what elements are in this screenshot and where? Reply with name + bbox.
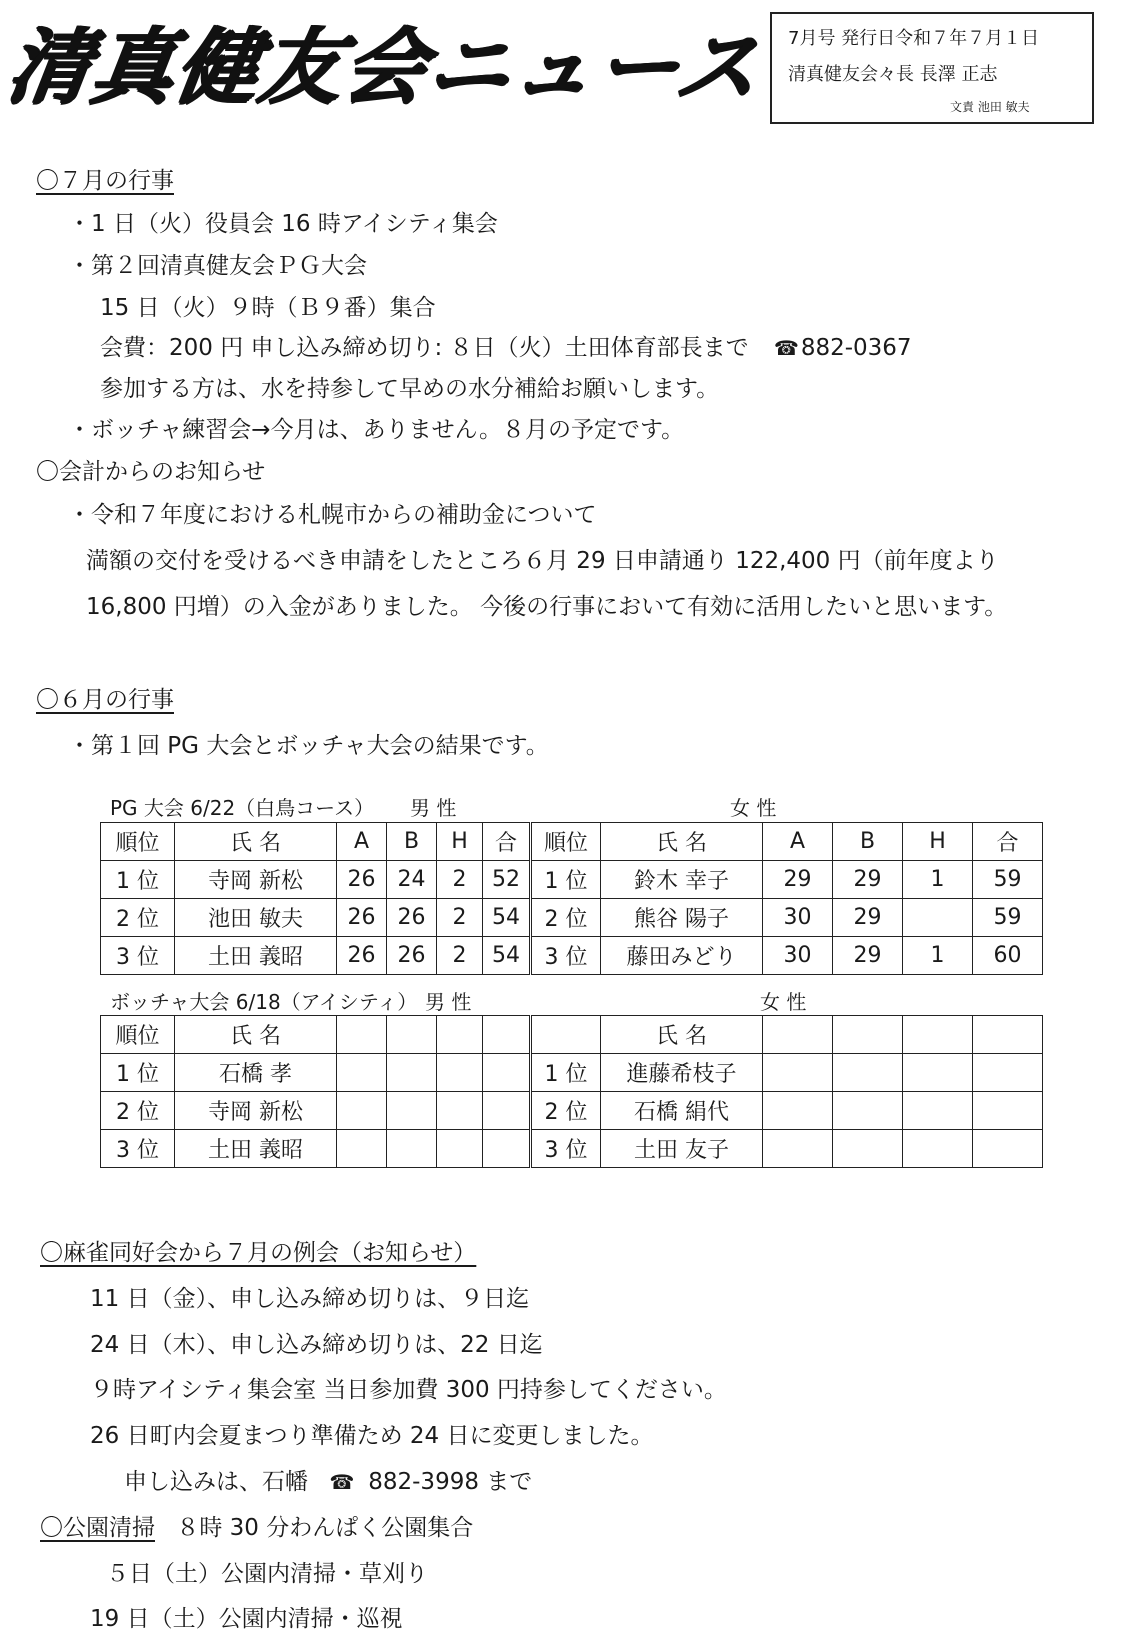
pg-men-label: 男 性 bbox=[410, 796, 457, 820]
mahjong-phone: 882-3998 まで bbox=[368, 1469, 533, 1495]
boccia-row bbox=[101, 1130, 1043, 1168]
boccia-cell: 寺岡 新松 bbox=[175, 1092, 337, 1130]
pg-cell: 2 bbox=[437, 899, 483, 937]
pg-cell: 熊谷 陽子 bbox=[601, 899, 763, 937]
pg-row bbox=[101, 937, 1043, 975]
pg-header-cell: 合 bbox=[973, 823, 1043, 861]
boccia-cell: 石橋 絹代 bbox=[601, 1092, 763, 1130]
boccia-cell bbox=[833, 1054, 903, 1092]
june-events-heading: 〇６月の行事 bbox=[36, 687, 174, 713]
boccia-header-cell bbox=[531, 1016, 601, 1054]
boccia-cell bbox=[973, 1130, 1043, 1168]
pg-cell: 26 bbox=[387, 937, 437, 975]
pg-cell: 1 位 bbox=[531, 861, 601, 899]
issue-info-box bbox=[770, 12, 1094, 124]
boccia-header-cell bbox=[833, 1016, 903, 1054]
boccia-cell: 石橋 孝 bbox=[175, 1054, 337, 1092]
pg-cell: 藤田みどり bbox=[601, 937, 763, 975]
july-line-6: ・ボッチャ練習会→今月は、ありません。８月の予定です。 bbox=[68, 417, 685, 443]
pg-results-table bbox=[100, 822, 1043, 975]
july-line-4 bbox=[100, 333, 912, 363]
pg-cell: 鈴木 幸子 bbox=[601, 861, 763, 899]
editor-line: 文責 池田 敏夫 bbox=[950, 100, 1030, 114]
pg-cell: 2 位 bbox=[531, 899, 601, 937]
boccia-results-table bbox=[100, 1015, 1043, 1168]
pg-header-cell: 順位 bbox=[101, 823, 175, 861]
issue-line: 7月号 発行日令和７年７月１日 bbox=[788, 28, 1040, 49]
boccia-header-cell bbox=[387, 1016, 437, 1054]
pg-cell: 60 bbox=[973, 937, 1043, 975]
pg-header-cell: 氏 名 bbox=[175, 823, 337, 861]
pg-cell bbox=[903, 899, 973, 937]
pg-header-row bbox=[101, 823, 1043, 861]
pg-cell: 26 bbox=[387, 899, 437, 937]
boccia-cell bbox=[483, 1130, 531, 1168]
boccia-cell: 1 位 bbox=[531, 1054, 601, 1092]
july-events-heading: 〇７月の行事 bbox=[36, 168, 174, 194]
boccia-header-cell bbox=[763, 1016, 833, 1054]
pg-women-label: 女 性 bbox=[730, 796, 777, 820]
boccia-cell bbox=[903, 1130, 973, 1168]
boccia-cell bbox=[437, 1054, 483, 1092]
pg-cell: 29 bbox=[833, 937, 903, 975]
boccia-cell bbox=[833, 1130, 903, 1168]
pg-cell: 土田 義昭 bbox=[175, 937, 337, 975]
boccia-cell bbox=[387, 1092, 437, 1130]
boccia-header-cell: 氏 名 bbox=[601, 1016, 763, 1054]
newsletter-title: 清真健友会ニュース bbox=[1, 20, 767, 115]
boccia-men-label: 男 性 bbox=[425, 990, 472, 1014]
accounting-line-3: 16,800 円増）の入金がありました。 今後の行事において有効に活用したいと思います。 bbox=[86, 594, 1008, 620]
park-heading-rest: ８時 30 分わんぱく公園集合 bbox=[176, 1515, 474, 1541]
boccia-caption: ボッチャ大会 6/18（アイシティ） bbox=[110, 990, 418, 1014]
mahjong-contact bbox=[124, 1467, 532, 1497]
pg-results-body bbox=[101, 823, 1043, 975]
boccia-cell bbox=[903, 1054, 973, 1092]
pg-cell: 1 位 bbox=[101, 861, 175, 899]
mahjong-heading: 〇麻雀同好会から７月の例会（お知らせ） bbox=[40, 1240, 477, 1266]
boccia-cell: 2 位 bbox=[101, 1092, 175, 1130]
boccia-header-cell: 氏 名 bbox=[175, 1016, 337, 1054]
boccia-cell: 進藤希枝子 bbox=[601, 1054, 763, 1092]
pg-cell: 26 bbox=[337, 937, 387, 975]
pg-header-cell: 氏 名 bbox=[601, 823, 763, 861]
boccia-cell bbox=[337, 1130, 387, 1168]
boccia-cell bbox=[483, 1092, 531, 1130]
boccia-header-row bbox=[101, 1016, 1043, 1054]
pg-header-cell: A bbox=[763, 823, 833, 861]
july-line-5: 参加する方は、水を持参して早めの水分補給お願いします。 bbox=[100, 376, 720, 402]
accounting-line-2: 満額の交付を受けるべき申請をしたところ６月 29 日申請通り 122,400 円（前年度より bbox=[86, 548, 999, 574]
pg-header-cell: H bbox=[437, 823, 483, 861]
pg-cell: 2 bbox=[437, 861, 483, 899]
phone-contact bbox=[774, 335, 912, 361]
pg-cell: 26 bbox=[337, 861, 387, 899]
boccia-cell bbox=[483, 1054, 531, 1092]
boccia-cell bbox=[387, 1054, 437, 1092]
park-line-1: ５日（土）公園内清掃・草刈り bbox=[106, 1561, 428, 1587]
pg-cell: 30 bbox=[763, 899, 833, 937]
pg-cell: 54 bbox=[483, 899, 531, 937]
pg-cell: 3 位 bbox=[531, 937, 601, 975]
boccia-header-cell bbox=[973, 1016, 1043, 1054]
boccia-header-cell bbox=[483, 1016, 531, 1054]
pg-cell: 26 bbox=[337, 899, 387, 937]
park-line-2: 19 日（土）公園内清掃・巡視 bbox=[90, 1606, 403, 1632]
pg-cell: 54 bbox=[483, 937, 531, 975]
pg-header-cell: B bbox=[833, 823, 903, 861]
boccia-cell bbox=[763, 1054, 833, 1092]
boccia-cell bbox=[903, 1092, 973, 1130]
july-line-3: 15 日（火）９時（Ｂ９番）集合 bbox=[100, 295, 436, 321]
phone-icon: ☎ bbox=[329, 1470, 355, 1494]
pg-cell: 29 bbox=[833, 899, 903, 937]
pg-cell: 59 bbox=[973, 899, 1043, 937]
boccia-header-cell: 順位 bbox=[101, 1016, 175, 1054]
pg-header-cell: H bbox=[903, 823, 973, 861]
pg-cell: 52 bbox=[483, 861, 531, 899]
mahjong-line-4: 26 日町内会夏まつり準備ため 24 日に変更しました。 bbox=[90, 1423, 654, 1449]
pg-cell: 1 bbox=[903, 861, 973, 899]
pg-row bbox=[101, 899, 1043, 937]
accounting-line-1: ・令和７年度における札幌市からの補助金について bbox=[68, 502, 597, 528]
mahjong-contact-text: 申し込みは、石幡 bbox=[124, 1469, 308, 1495]
boccia-cell bbox=[337, 1092, 387, 1130]
pg-cell: 寺岡 新松 bbox=[175, 861, 337, 899]
boccia-cell: 2 位 bbox=[531, 1092, 601, 1130]
boccia-row bbox=[101, 1092, 1043, 1130]
park-heading-line bbox=[40, 1513, 473, 1543]
pg-cell: 3 位 bbox=[101, 937, 175, 975]
park-heading: 〇公園清掃 bbox=[40, 1515, 155, 1541]
chair-line: 清真健友会々長 長澤 正志 bbox=[788, 64, 998, 85]
pg-cell: 29 bbox=[833, 861, 903, 899]
pg-header-cell: A bbox=[337, 823, 387, 861]
mahjong-line-1: 11 日（金）、申し込み締め切りは、９日迄 bbox=[90, 1286, 530, 1312]
july-line-1: ・1 日（火）役員会 16 時アイシティ集会 bbox=[68, 211, 498, 237]
pg-cell: 29 bbox=[763, 861, 833, 899]
boccia-cell: 土田 友子 bbox=[601, 1130, 763, 1168]
boccia-header-cell bbox=[903, 1016, 973, 1054]
boccia-cell: 土田 義昭 bbox=[175, 1130, 337, 1168]
boccia-header-cell bbox=[437, 1016, 483, 1054]
pg-cell: 1 bbox=[903, 937, 973, 975]
pg-caption: PG 大会 6/22（白鳥コース） bbox=[110, 796, 375, 820]
boccia-header-cell bbox=[337, 1016, 387, 1054]
june-intro: ・第１回 PG 大会とボッチャ大会の結果です。 bbox=[68, 733, 549, 759]
boccia-cell bbox=[763, 1130, 833, 1168]
pg-cell: 24 bbox=[387, 861, 437, 899]
boccia-cell bbox=[973, 1054, 1043, 1092]
boccia-cell bbox=[437, 1092, 483, 1130]
boccia-cell bbox=[763, 1092, 833, 1130]
pg-cell: 30 bbox=[763, 937, 833, 975]
pg-header-cell: 順位 bbox=[531, 823, 601, 861]
mahjong-line-2: 24 日（木）、申し込み締め切りは、22 日迄 bbox=[90, 1332, 543, 1358]
pg-row bbox=[101, 861, 1043, 899]
mahjong-line-3: ９時アイシティ集会室 当日参加費 300 円持参してください。 bbox=[90, 1377, 727, 1403]
boccia-cell bbox=[337, 1054, 387, 1092]
pg-header-cell: 合 bbox=[483, 823, 531, 861]
pg-cell: 2 bbox=[437, 937, 483, 975]
boccia-cell bbox=[833, 1092, 903, 1130]
boccia-cell bbox=[973, 1092, 1043, 1130]
boccia-results-body bbox=[101, 1016, 1043, 1168]
accounting-heading: 〇会計からのお知らせ bbox=[36, 459, 266, 485]
pg-cell: 池田 敏夫 bbox=[175, 899, 337, 937]
boccia-cell bbox=[437, 1130, 483, 1168]
boccia-cell: 1 位 bbox=[101, 1054, 175, 1092]
boccia-row bbox=[101, 1054, 1043, 1092]
boccia-cell: 3 位 bbox=[531, 1130, 601, 1168]
pg-header-cell: B bbox=[387, 823, 437, 861]
boccia-cell bbox=[387, 1130, 437, 1168]
phone-icon: ☎ bbox=[773, 336, 799, 360]
pg-cell: 59 bbox=[973, 861, 1043, 899]
pg-cell: 2 位 bbox=[101, 899, 175, 937]
phone-number: 882-0367 bbox=[800, 335, 912, 361]
july-line-2: ・第２回清真健友会ＰＧ大会 bbox=[68, 253, 367, 279]
boccia-women-label: 女 性 bbox=[760, 990, 807, 1014]
boccia-cell: 3 位 bbox=[101, 1130, 175, 1168]
fee-deadline-text: 会費：200 円 申し込み締め切り: ８日（火）土田体育部長まで bbox=[100, 335, 749, 361]
